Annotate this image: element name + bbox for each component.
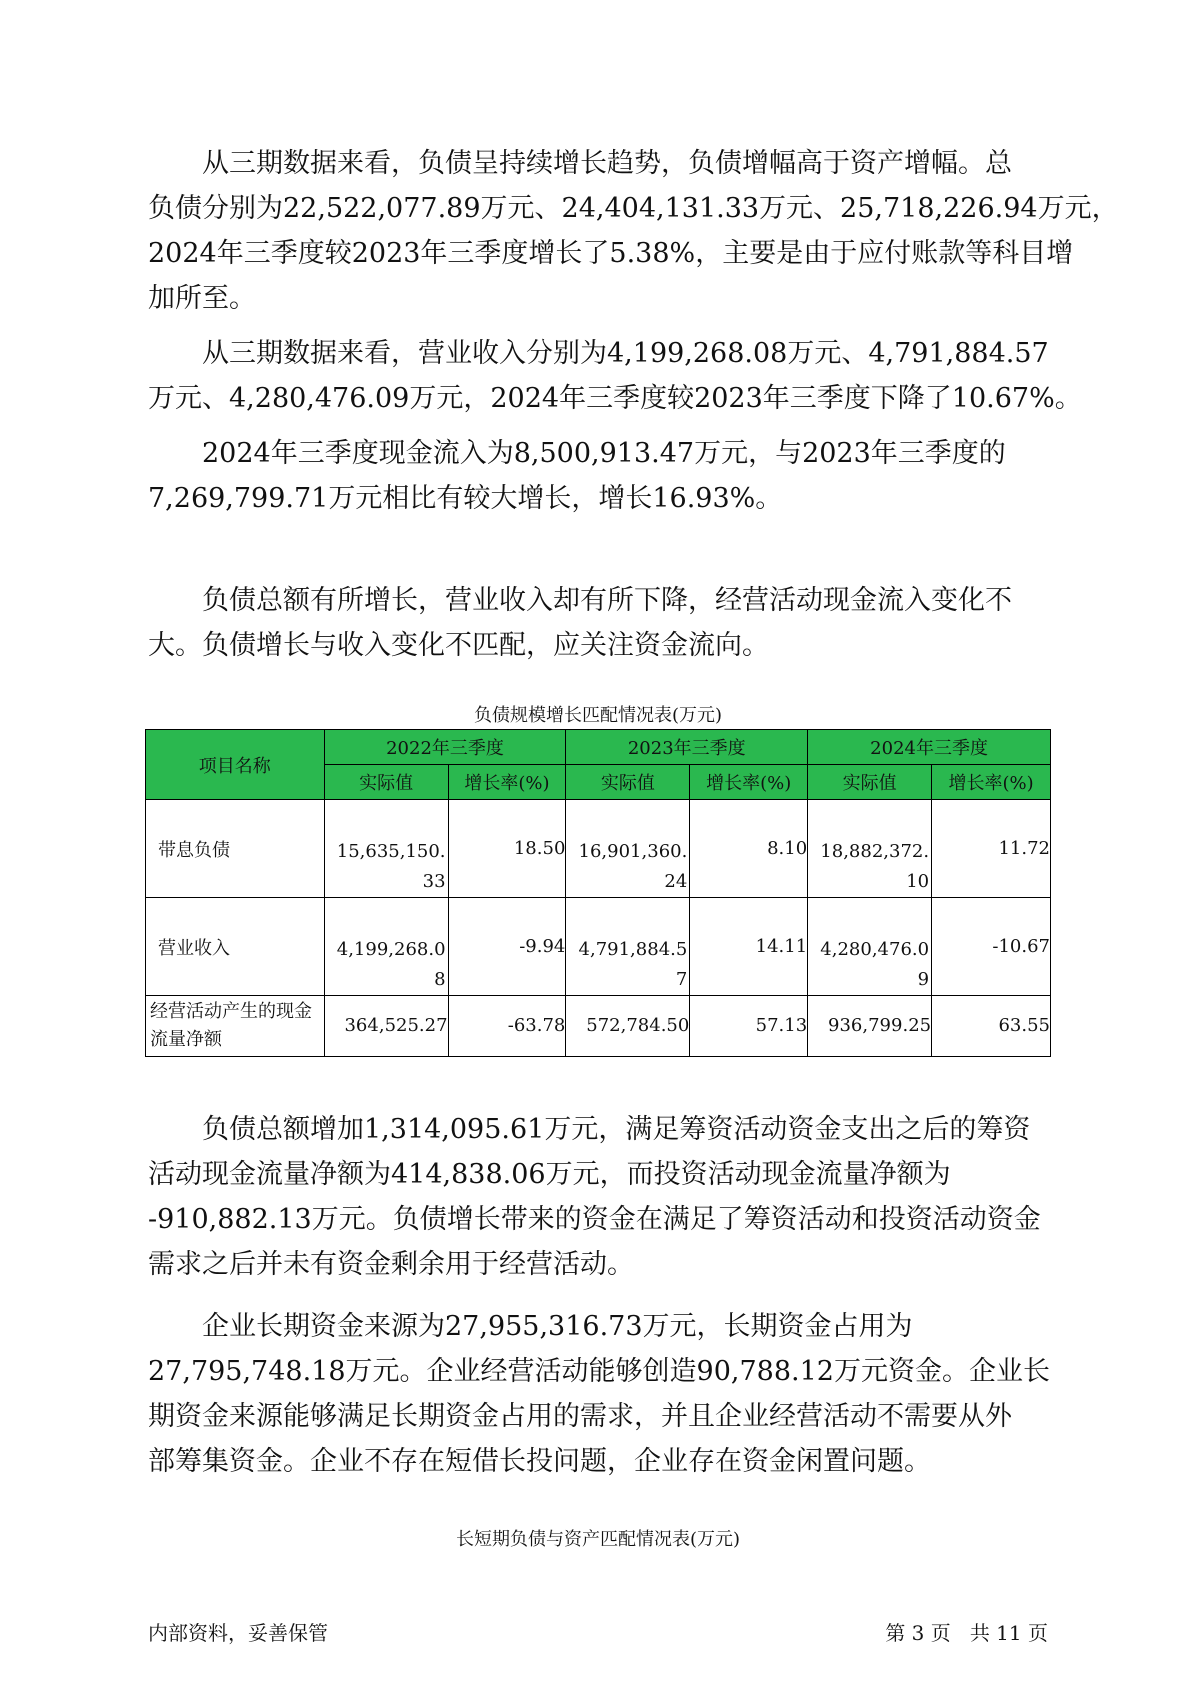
paragraph-liabilities-trend xyxy=(148,141,1119,321)
paragraph-revenue-trend xyxy=(148,331,1082,421)
cell-growth-rate: 63.55 xyxy=(932,996,1051,1057)
header-growth-rate: 增长率(%) xyxy=(690,765,808,800)
text-line: 2024年三季度现金流入为8,500,913.47万元，与2023年三季度的 xyxy=(202,438,1006,469)
row-name: 营业收入 xyxy=(146,898,325,996)
cell-growth-rate: -9.94 xyxy=(448,898,566,996)
row-name: 经营活动产生的现金流量净额 xyxy=(146,996,325,1057)
text-line: 从三期数据来看，营业收入分别为4,199,268.08万元、4,791,884.57 xyxy=(202,338,1049,369)
cell-actual-value: 4,199,268.08 xyxy=(324,898,448,996)
cell-actual-value: 572,784.50 xyxy=(566,996,690,1057)
text-line: 期资金来源能够满足长期资金占用的需求，并且企业经营活动不需要从外 xyxy=(148,1401,1012,1432)
text-line: 7,269,799.71万元相比有较大增长，增长16.93%。 xyxy=(148,483,783,514)
text-line: 需求之后并未有资金剩余用于经营活动。 xyxy=(148,1249,634,1280)
header-actual-value: 实际值 xyxy=(808,765,932,800)
header-actual-value: 实际值 xyxy=(324,765,448,800)
text-line: -910,882.13万元。负债增长带来的资金在满足了筹资活动和投资活动资金 xyxy=(148,1204,1041,1235)
cell-growth-rate: 11.72 xyxy=(932,800,1051,898)
footer-confidential-note: 内部资料，妥善保管 xyxy=(148,1621,328,1645)
table-row xyxy=(146,996,1051,1057)
cell-growth-rate: -63.78 xyxy=(448,996,566,1057)
header-growth-rate: 增长率(%) xyxy=(932,765,1051,800)
paragraph-cash-inflow xyxy=(148,431,1048,521)
cell-actual-value: 936,799.25 xyxy=(808,996,932,1057)
row-name: 带息负债 xyxy=(146,800,325,898)
cell-growth-rate: -10.67 xyxy=(932,898,1051,996)
liability-growth-table xyxy=(145,729,1051,1057)
cell-actual-value: 16,901,360.24 xyxy=(566,800,690,898)
text-line: 负债总额增加1,314,095.61万元，满足筹资活动资金支出之后的筹资 xyxy=(202,1114,1031,1145)
text-line: 大。负债增长与收入变化不匹配，应关注资金流向。 xyxy=(148,630,769,661)
cell-actual-value: 18,882,372.10 xyxy=(808,800,932,898)
cell-growth-rate: 18.50 xyxy=(448,800,566,898)
cell-actual-value: 4,280,476.09 xyxy=(808,898,932,996)
cell-actual-value: 4,791,884.57 xyxy=(566,898,690,996)
table-caption: 长短期负债与资产匹配情况表(万元) xyxy=(455,1529,741,1550)
header-period: 2024年三季度 xyxy=(808,730,1051,765)
paragraph-long-term-funds xyxy=(148,1304,1048,1484)
table-row xyxy=(146,800,1051,898)
cell-growth-rate: 14.11 xyxy=(690,898,808,996)
footer-page-number: 第 3 页 共 11 页 xyxy=(885,1621,1048,1645)
table-row xyxy=(146,898,1051,996)
text-line: 部筹集资金。企业不存在短借长投问题，企业存在资金闲置问题。 xyxy=(148,1446,931,1477)
table-caption: 负债规模增长匹配情况表(万元) xyxy=(473,705,723,726)
text-line: 从三期数据来看，负债呈持续增长趋势，负债增幅高于资产增幅。总 xyxy=(202,148,1012,179)
header-period: 2022年三季度 xyxy=(324,730,566,765)
text-line: 加所至。 xyxy=(148,283,256,314)
paragraph-mismatch-note xyxy=(148,578,1048,668)
text-line: 负债总额有所增长，营业收入却有所下降，经营活动现金流入变化不 xyxy=(202,585,1012,616)
header-item-name: 项目名称 xyxy=(146,730,325,800)
cell-actual-value: 364,525.27 xyxy=(324,996,448,1057)
text-line: 27,795,748.18万元。企业经营活动能够创造90,788.12万元资金。企业长 xyxy=(148,1356,1050,1387)
header-actual-value: 实际值 xyxy=(566,765,690,800)
cell-actual-value: 15,635,150.33 xyxy=(324,800,448,898)
cell-growth-rate: 8.10 xyxy=(690,800,808,898)
text-line: 万元、4,280,476.09万元，2024年三季度较2023年三季度下降了10.67%。 xyxy=(148,383,1082,414)
paragraph-financing-analysis xyxy=(148,1107,1048,1287)
text-line: 活动现金流量净额为414,838.06万元，而投资活动现金流量净额为 xyxy=(148,1159,951,1190)
text-line: 2024年三季度较2023年三季度增长了5.38%，主要是由于应付账款等科目增 xyxy=(148,238,1074,269)
table-header-row xyxy=(146,730,1051,765)
header-growth-rate: 增长率(%) xyxy=(448,765,566,800)
text-line: 负债分别为22,522,077.89万元、24,404,131.33万元、25,718,226.94万元， xyxy=(148,193,1119,224)
header-period: 2023年三季度 xyxy=(566,730,808,765)
text-line: 企业长期资金来源为27,955,316.73万元，长期资金占用为 xyxy=(202,1311,913,1342)
cell-growth-rate: 57.13 xyxy=(690,996,808,1057)
